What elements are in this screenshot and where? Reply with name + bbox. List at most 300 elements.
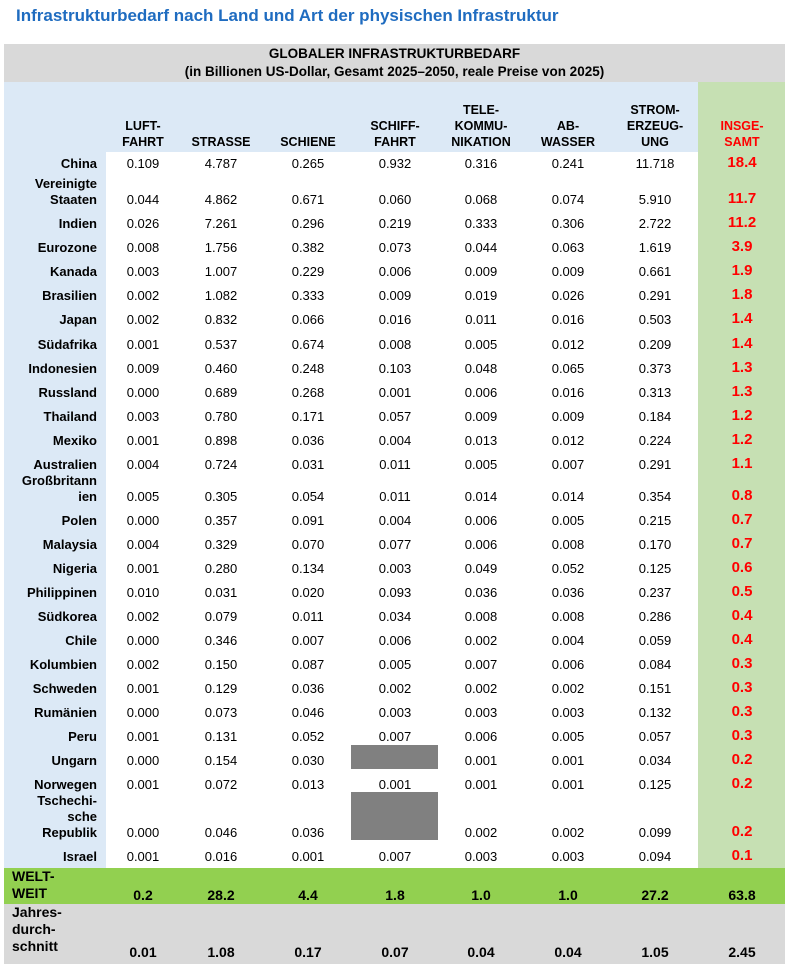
- cell-schifffahrt: 0.060: [378, 192, 412, 207]
- column-header-line: SCHIENE: [280, 135, 336, 149]
- cell-strom: 1.619: [638, 240, 672, 255]
- world-cell-strom: 27.2: [641, 887, 669, 903]
- cell-insgesamt: 0.3: [731, 727, 753, 744]
- country-name: [52, 753, 98, 769]
- country-name: [37, 793, 97, 841]
- cell-telekom: 0.013: [464, 433, 498, 448]
- cell-telekom: 0.002: [464, 825, 498, 840]
- cell-luftfahrt: 0.044: [126, 192, 160, 207]
- cell-insgesamt: 1.4: [731, 335, 753, 352]
- cell-schiene: 0.031: [291, 457, 325, 472]
- cell-strom: 0.084: [638, 657, 672, 672]
- cell-luftfahrt: 0.005: [126, 489, 160, 504]
- cell-strasse: 0.689: [204, 385, 238, 400]
- annual-cell-telekom: 0.04: [467, 944, 495, 960]
- country-name-line: Großbritann: [21, 473, 97, 488]
- cell-abwasser: 0.016: [551, 312, 585, 327]
- cell-telekom: 0.001: [464, 753, 498, 768]
- world-cell-strasse: 28.2: [207, 887, 235, 903]
- cell-telekom: 0.008: [464, 609, 498, 624]
- cell-luftfahrt: 0.003: [126, 409, 160, 424]
- cell-schifffahrt: 0.077: [378, 537, 412, 552]
- country-name: [62, 513, 97, 529]
- column-header-line: STROM-: [630, 103, 680, 117]
- table-row: [0, 329, 790, 355]
- world-total-row: [4, 868, 785, 904]
- column-header-line: KOMMU-: [454, 119, 508, 133]
- cell-strasse: 0.079: [204, 609, 238, 624]
- cell-abwasser: 0.012: [551, 337, 585, 352]
- cell-telekom: 0.009: [464, 409, 498, 424]
- country-name: [28, 361, 97, 377]
- banner-title: GLOBALER INFRASTRUKTURBEDARF: [268, 46, 521, 61]
- cell-strasse: 0.537: [204, 337, 238, 352]
- cell-strom: 0.237: [638, 585, 672, 600]
- cell-telekom: 0.001: [464, 777, 498, 792]
- cell-abwasser: 0.008: [551, 537, 585, 552]
- table-row: [0, 401, 790, 427]
- cell-insgesamt: 0.2: [731, 775, 753, 792]
- country-name: [38, 385, 97, 401]
- column-header-line: STRASSE: [191, 135, 251, 149]
- no-data-cell: [351, 745, 438, 769]
- cell-insgesamt: 1.2: [731, 431, 753, 448]
- cell-schifffahrt: 0.001: [378, 777, 412, 792]
- cell-abwasser: 0.006: [551, 657, 585, 672]
- cell-schiene: 0.011: [292, 609, 324, 624]
- country-name-line: ien: [78, 489, 97, 504]
- table-row: [0, 467, 790, 507]
- page-title: Infrastrukturbedarf nach Land und Art der physischen Infrastruktur: [16, 6, 559, 25]
- cell-strasse: 0.280: [204, 561, 238, 576]
- country-name-line: Russland: [38, 385, 97, 400]
- cell-schifffahrt: 0.007: [378, 729, 412, 744]
- country-name-line: Südkorea: [37, 609, 97, 624]
- table-row: [0, 425, 790, 451]
- cell-luftfahrt: 0.002: [126, 657, 160, 672]
- country-name: [38, 240, 97, 256]
- table-row: [0, 353, 790, 379]
- column-header-line: FAHRT: [122, 135, 164, 149]
- cell-insgesamt: 1.3: [731, 383, 753, 400]
- table-row: [0, 601, 790, 627]
- column-header-line: WASSER: [540, 135, 596, 149]
- annual-cell-schiene: 0.17: [294, 944, 322, 960]
- table-row: [0, 232, 790, 258]
- country-name-line: Tschechi-: [37, 793, 97, 808]
- column-header-insgesamt: [692, 118, 790, 150]
- cell-schifffahrt: 0.007: [378, 849, 412, 864]
- annual-cell-abwasser: 0.04: [554, 944, 582, 960]
- cell-strasse: 0.073: [204, 705, 238, 720]
- column-header-line: SCHIFF-: [370, 119, 420, 133]
- cell-schiene: 0.036: [291, 433, 325, 448]
- cell-strom: 5.910: [638, 192, 672, 207]
- cell-luftfahrt: 0.000: [126, 825, 160, 840]
- country-name-line: Thailand: [43, 409, 97, 424]
- cell-schifffahrt: 0.011: [379, 457, 411, 472]
- cell-strasse: 0.016: [204, 849, 238, 864]
- country-name-line: Schweden: [32, 681, 97, 696]
- country-name-line: Peru: [68, 729, 97, 744]
- table-row: [0, 841, 790, 867]
- cell-schiene: 0.674: [291, 337, 325, 352]
- cell-schiene: 0.134: [291, 561, 325, 576]
- cell-strom: 0.151: [638, 681, 672, 696]
- cell-strom: 0.059: [638, 633, 672, 648]
- cell-schifffahrt: 0.103: [378, 361, 412, 376]
- cell-telekom: 0.048: [464, 361, 498, 376]
- cell-luftfahrt: 0.001: [126, 337, 160, 352]
- cell-luftfahrt: 0.000: [126, 753, 160, 768]
- cell-strasse: 0.129: [204, 681, 238, 696]
- column-header-line: AB-: [556, 119, 580, 133]
- cell-schiene: 0.171: [291, 409, 325, 424]
- cell-telekom: 0.068: [464, 192, 498, 207]
- cell-abwasser: 0.005: [551, 513, 585, 528]
- cell-schifffahrt: 0.093: [378, 585, 412, 600]
- cell-insgesamt: 0.2: [731, 823, 753, 840]
- table-row: [0, 553, 790, 579]
- cell-strasse: 0.150: [204, 657, 238, 672]
- cell-schifffahrt: 0.219: [378, 216, 412, 231]
- country-name: [53, 561, 97, 577]
- column-header-line: TELE-: [462, 103, 500, 117]
- table-row: [0, 529, 790, 555]
- cell-schiene: 0.296: [291, 216, 325, 231]
- table-row: [0, 721, 790, 747]
- cell-strasse: 0.046: [204, 825, 238, 840]
- table-row: [0, 649, 790, 675]
- cell-strom: 0.291: [638, 288, 672, 303]
- country-name-line: Rumänien: [34, 705, 97, 720]
- cell-schifffahrt: 0.008: [378, 337, 412, 352]
- cell-abwasser: 0.003: [551, 849, 585, 864]
- column-header-line: UNG: [641, 135, 669, 149]
- cell-schifffahrt: 0.003: [378, 561, 412, 576]
- cell-strom: 0.503: [638, 312, 672, 327]
- country-name: [38, 609, 97, 625]
- column-header-strom: [605, 102, 705, 150]
- cell-abwasser: 0.306: [551, 216, 585, 231]
- cell-insgesamt: 1.1: [731, 455, 753, 472]
- cell-abwasser: 0.074: [551, 192, 585, 207]
- cell-schifffahrt: 0.004: [378, 513, 412, 528]
- country-name: [65, 633, 97, 649]
- cell-abwasser: 0.241: [551, 156, 585, 171]
- world-cell-schiene: 4.4: [298, 887, 318, 903]
- cell-strom: 0.661: [638, 264, 672, 279]
- cell-strasse: 0.131: [204, 729, 238, 744]
- cell-strasse: 0.154: [204, 753, 238, 768]
- cell-luftfahrt: 0.000: [126, 633, 160, 648]
- cell-schiene: 0.091: [291, 513, 325, 528]
- cell-strom: 0.313: [638, 385, 672, 400]
- cell-insgesamt: 1.3: [731, 359, 753, 376]
- country-name-line: Polen: [61, 513, 97, 528]
- table-row: [0, 304, 790, 330]
- country-name: [42, 288, 97, 304]
- cell-luftfahrt: 0.000: [126, 705, 160, 720]
- cell-luftfahrt: 0.004: [126, 537, 160, 552]
- cell-strasse: 0.460: [204, 361, 238, 376]
- country-name-line: Nigeria: [52, 561, 97, 576]
- cell-schiene: 0.671: [291, 192, 325, 207]
- cell-schifffahrt: 0.034: [378, 609, 412, 624]
- cell-schifffahrt: 0.073: [378, 240, 412, 255]
- cell-abwasser: 0.009: [551, 264, 585, 279]
- country-name: [63, 849, 97, 865]
- country-name: [27, 585, 97, 601]
- cell-strom: 0.170: [638, 537, 672, 552]
- cell-strom: 0.125: [638, 777, 672, 792]
- cell-schiene: 0.268: [291, 385, 325, 400]
- cell-insgesamt: 18.4: [727, 154, 757, 171]
- world-cell-schifffahrt: 1.8: [385, 887, 405, 903]
- table-row: [0, 208, 790, 234]
- cell-schiene: 0.087: [291, 657, 325, 672]
- annual-cell-schifffahrt: 0.07: [381, 944, 409, 960]
- cell-insgesamt: 11.7: [727, 190, 757, 207]
- cell-telekom: 0.316: [464, 156, 498, 171]
- cell-schiene: 0.229: [291, 264, 325, 279]
- cell-strasse: 0.329: [204, 537, 238, 552]
- cell-schiene: 0.046: [291, 705, 325, 720]
- column-header-telekom: [431, 102, 531, 150]
- cell-schiene: 0.382: [291, 240, 325, 255]
- column-header-abwasser: [518, 118, 618, 150]
- cell-luftfahrt: 0.001: [126, 433, 160, 448]
- cell-schifffahrt: 0.932: [378, 156, 412, 171]
- world-cell-telekom: 1.0: [471, 887, 491, 903]
- cell-abwasser: 0.003: [551, 705, 585, 720]
- cell-telekom: 0.044: [464, 240, 498, 255]
- annual-cell-insgesamt: 2.45: [728, 944, 756, 960]
- cell-telekom: 0.014: [464, 489, 498, 504]
- cell-strasse: 0.031: [204, 585, 238, 600]
- world-cell-insgesamt: 63.8: [728, 887, 756, 903]
- country-name-line: Ungarn: [51, 753, 97, 768]
- country-name: [34, 705, 97, 721]
- annual-average-row: [4, 904, 785, 964]
- country-name-line: Südafrika: [37, 337, 97, 352]
- cell-abwasser: 0.001: [551, 753, 585, 768]
- cell-abwasser: 0.002: [551, 681, 585, 696]
- cell-schifffahrt: 0.004: [378, 433, 412, 448]
- country-name-line: Staaten: [50, 192, 97, 207]
- cell-schifffahrt: 0.006: [378, 264, 412, 279]
- cell-luftfahrt: 0.010: [126, 585, 160, 600]
- no-data-cell: [351, 792, 438, 840]
- country-name-line: Eurozone: [37, 240, 97, 255]
- cell-strom: 0.099: [638, 825, 672, 840]
- cell-strom: 0.057: [638, 729, 672, 744]
- cell-strom: 0.132: [638, 705, 672, 720]
- column-header-line: LUFT-: [125, 119, 161, 133]
- table-row: [0, 625, 790, 651]
- cell-schifffahrt: 0.001: [378, 385, 412, 400]
- cell-telekom: 0.019: [464, 288, 498, 303]
- cell-insgesamt: 0.3: [731, 655, 753, 672]
- cell-telekom: 0.007: [464, 657, 498, 672]
- country-name-line: Vereinigte: [34, 176, 97, 191]
- cell-abwasser: 0.052: [551, 561, 585, 576]
- cell-telekom: 0.002: [464, 681, 498, 696]
- table-row: [0, 256, 790, 282]
- cell-strasse: 7.261: [204, 216, 238, 231]
- country-name-line: Kanada: [50, 264, 97, 279]
- annual-cell-strasse: 1.08: [207, 944, 235, 960]
- cell-strasse: 4.787: [204, 156, 238, 171]
- cell-strom: 0.224: [638, 433, 672, 448]
- cell-schiene: 0.066: [291, 312, 325, 327]
- cell-strom: 0.291: [638, 457, 672, 472]
- country-name-line: Norwegen: [34, 777, 97, 792]
- country-name-line: Brasilien: [42, 288, 97, 303]
- cell-schiene: 0.013: [291, 777, 325, 792]
- cell-luftfahrt: 0.002: [126, 312, 160, 327]
- country-name-line: Israel: [63, 849, 97, 864]
- table-row: [0, 505, 790, 531]
- cell-luftfahrt: 0.001: [126, 849, 160, 864]
- cell-insgesamt: 0.6: [731, 559, 753, 576]
- cell-telekom: 0.006: [464, 537, 498, 552]
- cell-strasse: 0.072: [204, 777, 238, 792]
- cell-abwasser: 0.005: [551, 729, 585, 744]
- cell-luftfahrt: 0.004: [126, 457, 160, 472]
- cell-strasse: 0.832: [204, 312, 238, 327]
- cell-abwasser: 0.008: [551, 609, 585, 624]
- world-cell-abwasser: 1.0: [558, 887, 578, 903]
- cell-schiene: 0.054: [291, 489, 325, 504]
- cell-abwasser: 0.002: [551, 825, 585, 840]
- cell-insgesamt: 0.5: [731, 583, 753, 600]
- country-name-line: sche: [67, 809, 97, 824]
- cell-insgesamt: 0.7: [731, 511, 753, 528]
- country-name-line: Japan: [59, 312, 97, 327]
- cell-abwasser: 0.014: [551, 489, 585, 504]
- cell-luftfahrt: 0.008: [126, 240, 160, 255]
- cell-telekom: 0.006: [464, 385, 498, 400]
- cell-luftfahrt: 0.009: [126, 361, 160, 376]
- cell-abwasser: 0.004: [551, 633, 585, 648]
- cell-telekom: 0.011: [465, 312, 497, 327]
- cell-strom: 0.184: [638, 409, 672, 424]
- annual-cell-luftfahrt: 0.01: [129, 944, 157, 960]
- table-row: [0, 168, 790, 210]
- country-name-line: Mexiko: [52, 433, 97, 448]
- cell-strasse: 4.862: [204, 192, 238, 207]
- country-name-line: Chile: [65, 633, 97, 648]
- cell-strasse: 0.780: [204, 409, 238, 424]
- country-name-line: Malaysia: [42, 537, 97, 552]
- cell-luftfahrt: 0.000: [126, 513, 160, 528]
- world-label: WELT- WEIT: [12, 868, 55, 901]
- column-header-line: FAHRT: [374, 135, 416, 149]
- cell-abwasser: 0.016: [551, 385, 585, 400]
- cell-schiene: 0.030: [291, 753, 325, 768]
- cell-insgesamt: 1.8: [731, 286, 753, 303]
- cell-strom: 0.125: [638, 561, 672, 576]
- cell-luftfahrt: 0.001: [126, 681, 160, 696]
- country-name: [35, 176, 97, 208]
- cell-strom: 0.215: [638, 513, 672, 528]
- cell-schifffahrt: 0.006: [378, 633, 412, 648]
- cell-luftfahrt: 0.109: [126, 156, 160, 171]
- cell-strasse: 1.082: [204, 288, 238, 303]
- cell-schiene: 0.265: [291, 156, 325, 171]
- cell-strom: 0.354: [638, 489, 672, 504]
- cell-abwasser: 0.036: [551, 585, 585, 600]
- cell-strom: 0.373: [638, 361, 672, 376]
- cell-telekom: 0.036: [464, 585, 498, 600]
- country-name: [38, 337, 97, 353]
- cell-schiene: 0.001: [291, 849, 325, 864]
- column-header-line: ERZEUG-: [626, 119, 684, 133]
- cell-strasse: 0.346: [204, 633, 238, 648]
- cell-insgesamt: 0.4: [731, 631, 753, 648]
- table-row: [0, 697, 790, 723]
- cell-abwasser: 0.007: [551, 457, 585, 472]
- cell-insgesamt: 0.2: [731, 751, 753, 768]
- cell-schifffahrt: 0.016: [378, 312, 412, 327]
- country-name: [59, 312, 97, 328]
- annual-label: Jahres- durch- schnitt: [12, 904, 62, 954]
- cell-strom: 0.034: [638, 753, 672, 768]
- cell-schifffahrt: 0.057: [378, 409, 412, 424]
- table-row: [0, 577, 790, 603]
- cell-strom: 2.722: [638, 216, 672, 231]
- cell-strasse: 0.305: [204, 489, 238, 504]
- country-name: [43, 537, 97, 553]
- annual-cell-strom: 1.05: [641, 944, 669, 960]
- cell-abwasser: 0.012: [551, 433, 585, 448]
- cell-insgesamt: 1.4: [731, 310, 753, 327]
- cell-telekom: 0.049: [464, 561, 498, 576]
- cell-luftfahrt: 0.003: [126, 264, 160, 279]
- column-header-line: INSGE-: [720, 119, 764, 133]
- cell-telekom: 0.003: [464, 849, 498, 864]
- country-name: [50, 264, 97, 280]
- country-name-line: China: [60, 156, 97, 171]
- cell-strasse: 0.898: [204, 433, 238, 448]
- table-row: [0, 377, 790, 403]
- cell-insgesamt: 0.7: [731, 535, 753, 552]
- cell-strom: 0.094: [638, 849, 672, 864]
- cell-strom: 0.286: [638, 609, 672, 624]
- cell-telekom: 0.009: [464, 264, 498, 279]
- column-header-line: NIKATION: [451, 135, 511, 149]
- cell-strom: 0.209: [638, 337, 672, 352]
- cell-schiene: 0.248: [291, 361, 325, 376]
- cell-luftfahrt: 0.026: [126, 216, 160, 231]
- cell-schiene: 0.333: [291, 288, 325, 303]
- cell-schiene: 0.070: [291, 537, 325, 552]
- table-row: [0, 673, 790, 699]
- country-name-line: Republik: [42, 825, 97, 840]
- country-name: [59, 216, 97, 232]
- cell-luftfahrt: 0.002: [126, 288, 160, 303]
- table-row: [0, 280, 790, 306]
- cell-luftfahrt: 0.001: [126, 777, 160, 792]
- cell-telekom: 0.006: [464, 729, 498, 744]
- cell-insgesamt: 1.9: [731, 262, 753, 279]
- cell-schiene: 0.007: [291, 633, 325, 648]
- country-name: [68, 729, 97, 745]
- cell-abwasser: 0.065: [551, 361, 585, 376]
- banner-subtitle: (in Billionen US-Dollar, Gesamt 2025–2050, reale Preise von 2025): [184, 64, 605, 79]
- cell-insgesamt: 0.3: [731, 679, 753, 696]
